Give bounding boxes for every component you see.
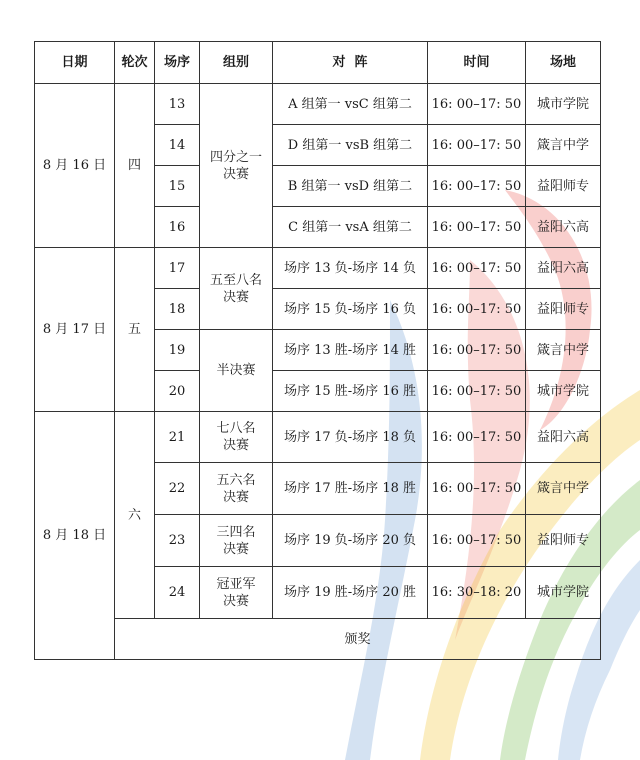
header-row	[35, 42, 601, 84]
time-cell: 16: 00–17: 50	[428, 289, 526, 330]
match-no-cell: 17	[155, 248, 200, 289]
time-cell: 16: 00–17: 50	[428, 125, 526, 166]
matchup-cell: 场序 19 胜-场序 20 胜	[273, 567, 428, 619]
matchup-cell: 场序 13 胜-场序 14 胜	[273, 330, 428, 371]
schedule-table	[34, 41, 601, 660]
header-time: 时间	[428, 42, 526, 84]
group-cell: 冠亚军 决赛	[200, 567, 273, 619]
matchup-cell: 场序 13 负-场序 14 负	[273, 248, 428, 289]
time-cell: 16: 00–17: 50	[428, 84, 526, 125]
match-no-cell: 21	[155, 412, 200, 463]
match-no-cell: 15	[155, 166, 200, 207]
group-cell: 四分之一 决赛	[200, 84, 273, 248]
venue-cell: 城市学院	[526, 84, 601, 125]
venue-cell: 益阳师专	[526, 515, 601, 567]
venue-cell: 箴言中学	[526, 125, 601, 166]
venue-cell: 益阳六高	[526, 248, 601, 289]
matchup-cell: 场序 17 胜-场序 18 胜	[273, 463, 428, 515]
venue-cell: 城市学院	[526, 371, 601, 412]
match-no-cell: 22	[155, 463, 200, 515]
header-group: 组别	[200, 42, 273, 84]
group-cell: 五六名 决赛	[200, 463, 273, 515]
table-row	[35, 248, 601, 289]
matchup-cell: A 组第一 vsC 组第二	[273, 84, 428, 125]
time-cell: 16: 00–17: 50	[428, 330, 526, 371]
matchup-cell: B 组第一 vsD 组第二	[273, 166, 428, 207]
venue-cell: 城市学院	[526, 567, 601, 619]
match-no-cell: 14	[155, 125, 200, 166]
award-row	[35, 619, 601, 660]
match-no-cell: 23	[155, 515, 200, 567]
matchup-cell: 场序 17 负-场序 18 负	[273, 412, 428, 463]
group-cell: 七八名 决赛	[200, 412, 273, 463]
time-cell: 16: 00–17: 50	[428, 207, 526, 248]
match-no-cell: 20	[155, 371, 200, 412]
header-date: 日期	[35, 42, 115, 84]
venue-cell: 益阳师专	[526, 166, 601, 207]
match-no-cell: 18	[155, 289, 200, 330]
match-no-cell: 13	[155, 84, 200, 125]
matchup-cell: 场序 19 负-场序 20 负	[273, 515, 428, 567]
table-row	[35, 412, 601, 463]
match-no-cell: 16	[155, 207, 200, 248]
match-no-cell: 19	[155, 330, 200, 371]
date-cell: 8 月 18 日	[35, 412, 115, 660]
table-row	[35, 84, 601, 125]
time-cell: 16: 30–18: 20	[428, 567, 526, 619]
group-cell: 五至八名 决赛	[200, 248, 273, 330]
header-match-no: 场序	[155, 42, 200, 84]
matchup-cell: D 组第一 vsB 组第二	[273, 125, 428, 166]
round-cell: 四	[115, 84, 155, 248]
award-cell: 颁奖	[115, 619, 601, 660]
time-cell: 16: 00–17: 50	[428, 515, 526, 567]
venue-cell: 益阳师专	[526, 289, 601, 330]
header-matchup: 对 阵	[273, 42, 428, 84]
header-round: 轮次	[115, 42, 155, 84]
time-cell: 16: 00–17: 50	[428, 412, 526, 463]
time-cell: 16: 00–17: 50	[428, 463, 526, 515]
round-cell: 五	[115, 248, 155, 412]
matchup-cell: C 组第一 vsA 组第二	[273, 207, 428, 248]
venue-cell: 箴言中学	[526, 463, 601, 515]
matchup-cell: 场序 15 胜-场序 16 胜	[273, 371, 428, 412]
match-no-cell: 24	[155, 567, 200, 619]
venue-cell: 益阳六高	[526, 207, 601, 248]
date-cell: 8 月 16 日	[35, 84, 115, 248]
time-cell: 16: 00–17: 50	[428, 371, 526, 412]
venue-cell: 箴言中学	[526, 330, 601, 371]
time-cell: 16: 00–17: 50	[428, 248, 526, 289]
header-venue: 场地	[526, 42, 601, 84]
round-cell: 六	[115, 412, 155, 619]
group-cell: 三四名 决赛	[200, 515, 273, 567]
venue-cell: 益阳六高	[526, 412, 601, 463]
date-cell: 8 月 17 日	[35, 248, 115, 412]
time-cell: 16: 00–17: 50	[428, 166, 526, 207]
matchup-cell: 场序 15 负-场序 16 负	[273, 289, 428, 330]
group-cell: 半决赛	[200, 330, 273, 412]
